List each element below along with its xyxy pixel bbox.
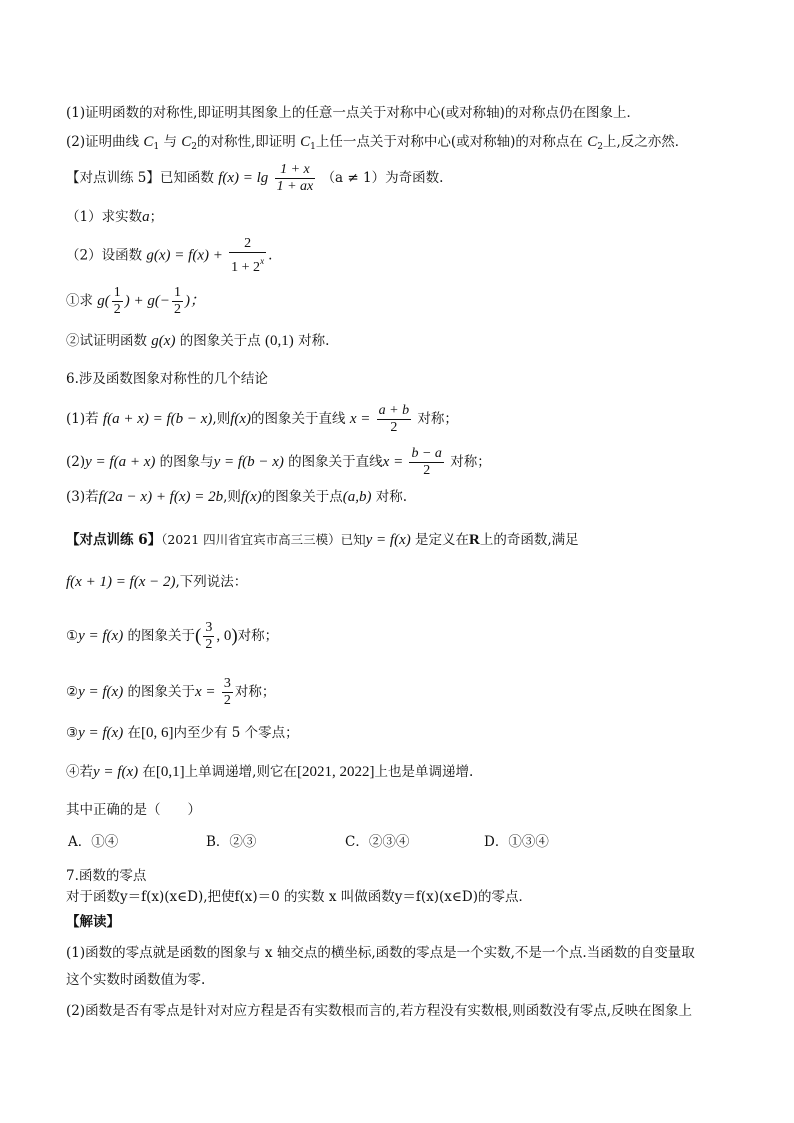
math: y = f(a + x)	[85, 454, 156, 470]
numerator: 1	[113, 285, 121, 300]
math-function: g(x) = f(x) +	[146, 247, 223, 264]
math: g(x)	[151, 333, 176, 349]
math-c: C	[587, 134, 598, 150]
text: 的图象关于	[127, 684, 196, 700]
text: ②试证明函数	[66, 333, 147, 349]
text: ,下列说法：	[175, 574, 248, 590]
section-7-definition	[66, 887, 532, 907]
exercise-label: 【对点训练 5】已知函数	[66, 170, 214, 186]
math: f(x)	[240, 489, 262, 505]
text: 上单调递增,则它在	[184, 764, 297, 780]
exercise-5-stem	[66, 162, 443, 195]
text: 对称；	[417, 411, 458, 427]
text: ,则	[223, 489, 241, 505]
text: (1)若	[66, 411, 99, 427]
interpretation-label: 【解读】	[66, 914, 120, 930]
math: y = f(x)	[365, 532, 411, 548]
text: ③	[66, 725, 79, 741]
math-function: f(x) = lg	[218, 170, 269, 186]
text-line: (1)函数的零点就是函数的图象与 x 轴交点的横坐标,函数的零点是一个实数,不是一个点.当函数的自变量取	[66, 945, 695, 961]
text: 的图象关于点	[179, 333, 261, 349]
text: 对称；	[237, 628, 279, 644]
condition: （a ≠ 1）为奇函数.	[321, 170, 444, 186]
math-var: a	[142, 209, 150, 225]
paren-open: (	[195, 625, 202, 647]
section-6-title	[66, 369, 268, 389]
math: y = f(x)	[93, 764, 139, 780]
text: 在	[142, 764, 156, 780]
exercise-5-q2	[66, 236, 272, 276]
option-c[interactable]	[345, 832, 409, 852]
exercise-source: （2021 四川省宜宾市高三三模）已知	[161, 532, 366, 547]
fraction	[203, 620, 214, 653]
exercise-6-stem	[66, 530, 579, 550]
section-7-title	[66, 866, 146, 886]
fraction	[275, 162, 316, 195]
fraction	[222, 676, 233, 709]
math: x =	[349, 411, 371, 427]
denominator: 1 + ax	[276, 179, 314, 194]
exercise-6-condition	[66, 572, 247, 592]
text: ①求	[66, 293, 93, 309]
text: 的图象关于	[127, 628, 196, 644]
numerator: 1 + x	[275, 162, 316, 179]
option-d[interactable]	[484, 832, 549, 852]
section-6-conclusion-2	[66, 446, 491, 479]
text: 的图象与	[159, 454, 214, 470]
text: (2)	[66, 454, 86, 470]
exercise-6-statement-3	[66, 723, 299, 743]
option-a-label: A．①④	[68, 834, 119, 850]
text: 在	[127, 725, 142, 741]
paragraph-symmetry-proof-2	[66, 132, 688, 157]
fraction	[112, 285, 123, 318]
math: g(	[97, 293, 110, 309]
denominator: 2	[174, 302, 182, 317]
paren-close: )	[231, 625, 238, 647]
text: （2）设函数	[66, 247, 143, 264]
math: f(x)	[230, 411, 252, 427]
denominator: 2	[223, 693, 231, 708]
denominator: 2	[205, 637, 213, 652]
subscript: 1	[310, 142, 316, 152]
math-set-r: R	[469, 532, 480, 548]
math: y = f(x)	[78, 628, 124, 644]
exercise-6-statement-4	[66, 762, 473, 782]
exercise-5-q1	[66, 207, 163, 227]
math: y = f(x)	[78, 684, 124, 700]
fraction	[409, 446, 443, 479]
exercise-label: 【对点训练 6】	[66, 532, 162, 548]
text: 对称.	[375, 489, 408, 505]
subscript: 2	[191, 142, 198, 152]
section-title: 6.涉及函数图象对称性的几个结论	[66, 371, 268, 387]
text: 是定义在	[415, 532, 470, 548]
numerator: a + b	[378, 403, 410, 418]
fraction	[172, 285, 183, 318]
paragraph-symmetry-proof-1	[66, 103, 640, 123]
exponent: x	[260, 256, 265, 266]
subscript: 1	[153, 142, 160, 152]
fraction	[229, 236, 266, 276]
math: y = f(x)	[78, 725, 124, 741]
text: 内至少有 5 个零点；	[173, 725, 299, 741]
math-interval: [2021, 2022]	[296, 764, 375, 780]
option-d-label: D．①③④	[484, 834, 549, 850]
text: ④若	[66, 764, 93, 780]
math: ) + g(−	[124, 293, 171, 309]
math-point: (0,1)	[265, 333, 294, 349]
math: , 0	[216, 628, 232, 644]
text: ②	[66, 684, 79, 700]
exercise-5-sub1	[66, 285, 205, 318]
text: ；	[149, 209, 164, 225]
math-c: C	[300, 134, 311, 150]
option-b[interactable]	[206, 832, 256, 852]
math: x =	[382, 454, 404, 470]
numerator: 1	[174, 285, 182, 300]
numerator: b − a	[411, 446, 442, 461]
denominator	[229, 253, 266, 276]
exercise-6-statement-1	[66, 620, 278, 653]
text: 的对称性,即证明	[197, 134, 296, 150]
text: .	[268, 247, 273, 264]
section-title: 7.函数的零点	[66, 868, 147, 884]
math-c: C	[143, 134, 154, 150]
text: 的图象关于点	[261, 489, 343, 505]
text: 的图象关于直线	[288, 454, 383, 470]
numerator: 3	[205, 620, 213, 635]
text: 上,反之亦然．	[602, 134, 689, 150]
section-7-note-1	[66, 943, 695, 963]
text: 对称.	[298, 333, 330, 349]
option-a[interactable]	[68, 832, 118, 852]
text: 的图象关于直线	[251, 411, 346, 427]
math: f(a + x) = f(b − x)	[102, 411, 213, 427]
denominator: 2	[113, 302, 121, 317]
denominator: 2	[390, 420, 398, 435]
option-b-label: B．②③	[206, 834, 257, 850]
option-c-label: C．②③④	[345, 834, 410, 850]
subscript: 2	[597, 142, 603, 152]
text: 对称；	[450, 454, 491, 470]
text: 对称；	[234, 684, 276, 700]
text-line: 这个实数时函数值为零.	[66, 972, 206, 988]
exercise-5-sub2	[66, 331, 329, 351]
text: (2)证明曲线	[66, 134, 140, 150]
math-c: C	[181, 134, 192, 150]
section-6-conclusion-3	[66, 487, 407, 507]
text-line: (1)证明函数的对称性,即证明其图象上的任意一点关于对称中心(或对称轴)的对称点仍在图象上．	[66, 105, 640, 121]
question-text: 其中正确的是（ ）	[66, 802, 201, 818]
fraction	[377, 403, 411, 436]
math: f(x + 1) = f(x − 2)	[66, 574, 176, 590]
text-line: (2)函数是否有零点是针对对应方程是否有实数根而言的,若方程没有实数根,则函数没有零点,反映在图象上	[66, 1003, 692, 1019]
denominator-base: 1 + 2	[231, 260, 261, 275]
numerator: 2	[229, 236, 266, 253]
math: x =	[195, 684, 216, 700]
text: 上任一点关于对称中心(或对称轴)的对称点在	[315, 134, 583, 150]
denominator: 2	[423, 463, 431, 478]
exercise-6-question	[66, 800, 201, 820]
math: f(2a − x) + f(x) = 2b	[98, 489, 224, 505]
text: ,则	[212, 411, 231, 427]
definition-text: 对于函数y＝f(x)(x∈D),把使f(x)＝0 的实数 x 叫做函数y＝f(x)(x∈D)的零点．	[66, 889, 532, 905]
text: 上的奇函数,满足	[479, 532, 579, 548]
math-interval: [0, 6]	[141, 725, 174, 741]
text: （1）求实数	[66, 209, 143, 225]
section-7-interpretation-heading	[66, 912, 120, 932]
math: y = f(b − x)	[213, 454, 284, 470]
section-6-conclusion-1	[66, 403, 458, 436]
text: 与	[163, 134, 177, 150]
text: 上也是单调递增.	[374, 764, 474, 780]
exercise-6-statement-2	[66, 676, 275, 709]
numerator: 3	[223, 676, 231, 691]
section-7-note-1-cont	[66, 970, 205, 990]
math-point: (a,b)	[342, 489, 372, 505]
text: (3)若	[66, 489, 99, 505]
section-7-note-2	[66, 1001, 692, 1021]
math: )；	[185, 293, 206, 309]
math-interval: [0,1]	[155, 764, 185, 780]
text: ①	[66, 628, 79, 644]
